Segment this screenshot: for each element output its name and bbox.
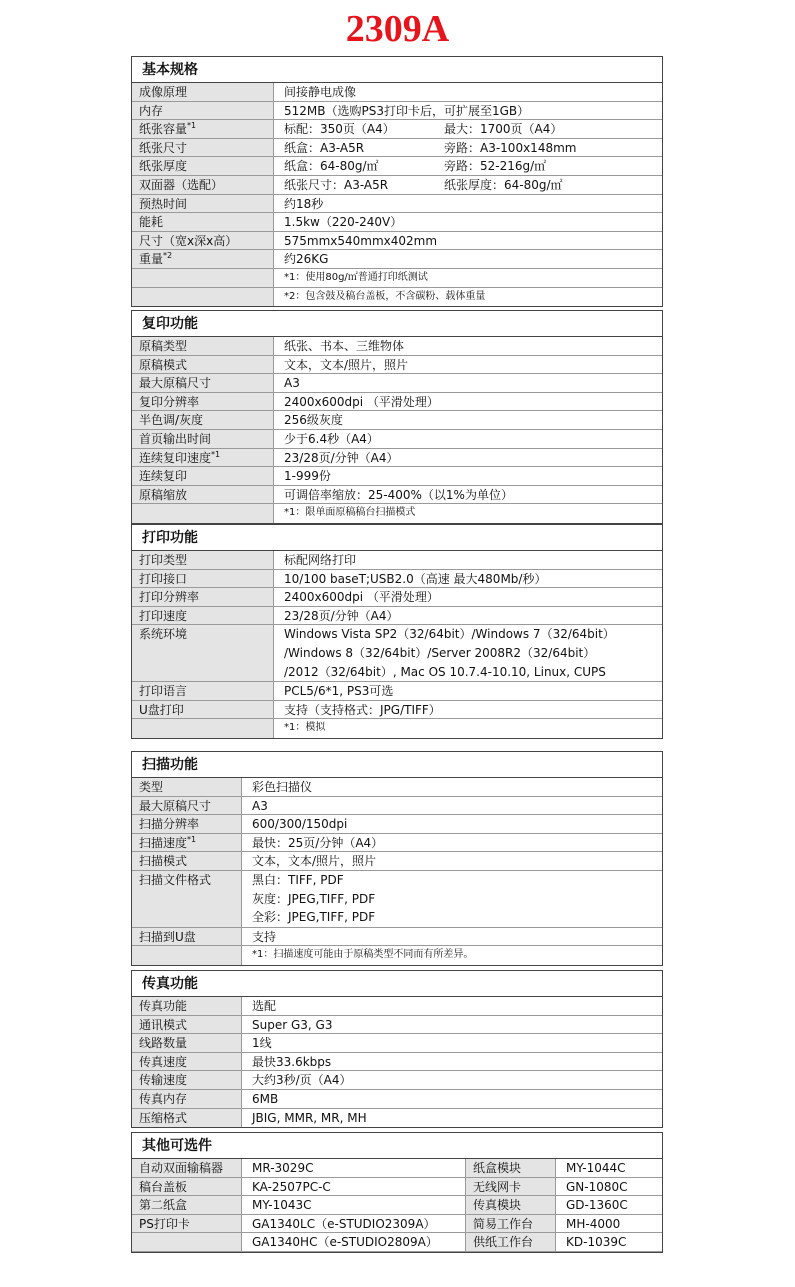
- footnote-marker: *2: [163, 251, 173, 261]
- row-value: PCL5/6*1, PS3可选: [284, 684, 394, 699]
- row-label-text: 纸张厚度: [139, 159, 188, 174]
- row-value: A3: [284, 376, 300, 391]
- row-label-text: 第二纸盒: [139, 1198, 188, 1213]
- row-value-secondary: 最大：1700页（A4）: [444, 122, 563, 137]
- row-label: [466, 1159, 556, 1177]
- row-value: MR-3029C: [252, 1161, 314, 1175]
- row-label: [132, 928, 242, 946]
- row-value: [274, 625, 662, 681]
- table-row: [132, 1016, 662, 1035]
- row-label: [132, 232, 274, 250]
- row-label: [132, 852, 242, 870]
- row-label: [132, 1090, 242, 1108]
- options-table: [131, 1132, 663, 1253]
- footnote-marker: *1: [187, 121, 197, 131]
- row-label-text: 扫描文件格式: [139, 872, 212, 887]
- row-value: KA-2507PC-C: [252, 1179, 331, 1194]
- row-label-text: 纸盒模块: [473, 1161, 522, 1175]
- row-value: MH-4000: [566, 1216, 621, 1231]
- row-label: [132, 213, 274, 231]
- row-label-text: 纸张尺寸: [139, 140, 188, 155]
- table-row: [132, 356, 662, 375]
- table-row: [132, 928, 662, 947]
- row-label: [132, 356, 274, 374]
- row-label-text: 线路数量: [139, 1036, 188, 1051]
- row-label-text: 原稿类型: [139, 339, 188, 353]
- row-value: 512MB（选购PS3打印卡后，可扩展至1GB）: [284, 103, 530, 118]
- row-label: [132, 1034, 242, 1052]
- row-label: [132, 778, 242, 796]
- scan-function-header: 扫描功能: [132, 752, 662, 778]
- row-label-text: 传真内存: [139, 1091, 188, 1106]
- row-label: [466, 1215, 556, 1233]
- row-label-text: 打印速度: [139, 608, 188, 623]
- option-row: [466, 1215, 662, 1234]
- row-value-primary: 纸张尺寸：A3-A5R: [284, 177, 389, 192]
- table-row: [132, 551, 662, 570]
- table-row: [132, 374, 662, 393]
- row-value: GD-1360C: [566, 1198, 628, 1213]
- table-row: [132, 834, 662, 853]
- table-row: [132, 486, 662, 505]
- row-label-text: 最大原稿尺寸: [139, 376, 212, 391]
- table-row: [132, 815, 662, 834]
- footnote-marker: *1: [187, 834, 197, 844]
- row-value: A3: [252, 798, 268, 813]
- footnote-text: *1：模拟: [284, 722, 326, 734]
- row-value: 约26KG: [284, 252, 329, 267]
- option-row: [132, 1233, 465, 1252]
- table-row: [132, 250, 662, 269]
- row-value-line: Windows Vista SP2（32/64bit）/Windows 7（32/64bit）: [284, 627, 615, 642]
- row-label: [466, 1196, 556, 1214]
- row-label-text: 稿台盖板: [139, 1179, 188, 1194]
- table-row: [132, 1071, 662, 1090]
- fax-function-table: [131, 970, 663, 1128]
- table-row: [132, 139, 662, 158]
- row-label: [132, 120, 274, 138]
- row-value: GA1340LC（e-STUDIO2309A）: [252, 1216, 436, 1231]
- table-row: [132, 1090, 662, 1109]
- row-label: [132, 250, 274, 268]
- row-label-text: 供纸工作台: [473, 1235, 534, 1250]
- option-row: [466, 1196, 662, 1215]
- table-row: [132, 1053, 662, 1072]
- row-value: 2400x600dpi （平滑处理）: [284, 590, 439, 605]
- row-value: 支持: [252, 929, 277, 944]
- row-label: [132, 393, 274, 411]
- row-value-line: 全彩：JPEG,TIFF, PDF: [252, 910, 376, 925]
- row-label-text: 压缩格式: [139, 1110, 188, 1125]
- row-label-text: 打印接口: [139, 571, 188, 586]
- row-label-text: 双面器（选配）: [139, 177, 224, 192]
- row-value-line: 灰度：JPEG,TIFF, PDF: [252, 891, 376, 906]
- row-label: [132, 1109, 242, 1128]
- row-label: [132, 682, 274, 700]
- row-value: [274, 176, 662, 194]
- row-value: 彩色扫描仪: [252, 780, 313, 794]
- row-label-text: 系统环境: [139, 627, 188, 642]
- row-label: [132, 1196, 242, 1214]
- row-value: 23/28页/分钟（A4）: [284, 608, 399, 623]
- row-value-secondary: 旁路：52-216g/㎡: [444, 159, 547, 174]
- row-value: [274, 139, 662, 157]
- row-label-text: 传真功能: [139, 999, 188, 1013]
- row-label-text: 传真速度: [139, 1054, 188, 1069]
- table-row: [132, 1109, 662, 1128]
- row-value: 纸张、书本、三维物体: [284, 339, 405, 353]
- row-value: [274, 120, 662, 138]
- table-row: [132, 852, 662, 871]
- basic-specs-table: [131, 56, 663, 307]
- row-label: [132, 176, 274, 194]
- row-value: 1-999份: [284, 469, 331, 484]
- table-row: [132, 337, 662, 356]
- table-row: [132, 997, 662, 1016]
- row-value: MY-1043C: [252, 1198, 312, 1213]
- footnote-text: *1：限单面原稿稿台扫描模式: [284, 507, 416, 519]
- row-label-text: 半色调/灰度: [139, 413, 204, 428]
- row-label-text: 自动双面输稿器: [139, 1161, 224, 1175]
- row-value-line: /2012（32/64bit）, Mac OS 10.7.4-10.10, Linux, CUPS: [284, 664, 606, 679]
- row-label-text: 扫描分辨率: [139, 817, 200, 832]
- row-value: 1线: [252, 1036, 272, 1051]
- row-value: KD-1039C: [566, 1235, 627, 1250]
- print-function-table: [131, 524, 663, 739]
- table-row: [132, 570, 662, 589]
- row-label-text: 连续复印速度: [139, 450, 212, 465]
- row-value-secondary: 纸张厚度：64-80g/㎡: [444, 177, 563, 192]
- options-header: 其他可选件: [132, 1133, 662, 1159]
- row-value: 6MB: [252, 1091, 279, 1106]
- row-value: 文本，文本/照片，照片: [284, 357, 409, 372]
- row-label-text: 成像原理: [139, 85, 188, 99]
- row-value: GA1340HC（e-STUDIO2809A）: [252, 1235, 438, 1250]
- table-row: [132, 176, 662, 195]
- row-label-text: 重量: [139, 252, 164, 267]
- row-label: [132, 1178, 242, 1196]
- row-label: [132, 157, 274, 175]
- row-value: 间接静电成像: [284, 85, 357, 99]
- option-row: [132, 1215, 465, 1234]
- table-row: [132, 83, 662, 102]
- table-row: [132, 411, 662, 430]
- table-row: [132, 778, 662, 797]
- row-value: 可调倍率缩放：25-400%（以1%为单位）: [284, 487, 513, 502]
- row-value: GN-1080C: [566, 1179, 628, 1194]
- row-label: [132, 83, 274, 101]
- table-row: [132, 797, 662, 816]
- row-label: [132, 1233, 242, 1251]
- row-value-primary: 纸盒：64-80g/㎡: [284, 159, 379, 174]
- row-label: [132, 588, 274, 606]
- row-label: [132, 374, 274, 392]
- footnote-row: [132, 719, 662, 738]
- row-label: [132, 449, 274, 467]
- row-label-text: 扫描模式: [139, 854, 188, 869]
- row-value: 10/100 baseT;USB2.0（高速 最大480Mb/秒）: [284, 571, 547, 586]
- row-value: 2400x600dpi （平滑处理）: [284, 394, 439, 409]
- row-label-text: 无线网卡: [473, 1179, 522, 1194]
- table-row: [132, 1034, 662, 1053]
- footnote-row: [132, 288, 662, 307]
- row-label-text: 类型: [139, 780, 164, 794]
- row-label-text: 原稿模式: [139, 357, 188, 372]
- row-value: 最快：25页/分钟（A4）: [252, 835, 384, 850]
- row-label: [132, 997, 242, 1015]
- row-label-text: 首页输出时间: [139, 431, 212, 446]
- row-value: JBIG, MMR, MR, MH: [252, 1110, 367, 1125]
- row-label-text: 纸张容量: [139, 122, 188, 137]
- row-value: 大约3秒/页（A4）: [252, 1073, 352, 1088]
- print-function-header: 打印功能: [132, 525, 662, 551]
- row-value-primary: 纸盒：A3-A5R: [284, 140, 365, 155]
- row-value-primary: 标配：350页（A4）: [284, 122, 395, 137]
- footnote-marker: *1: [211, 449, 221, 459]
- row-value: 23/28页/分钟（A4）: [284, 450, 399, 465]
- page-title: 2309A: [345, 8, 450, 50]
- footnote-row: [132, 269, 662, 288]
- row-value: 约18秒: [284, 196, 324, 211]
- table-row: [132, 588, 662, 607]
- table-row: [132, 682, 662, 701]
- row-label: [466, 1233, 556, 1251]
- table-row: [132, 213, 662, 232]
- row-label: [132, 797, 242, 815]
- row-value: MY-1044C: [566, 1161, 626, 1175]
- row-label: [132, 430, 274, 448]
- row-label: [132, 504, 274, 523]
- row-label: [132, 551, 274, 569]
- row-label: [132, 486, 274, 504]
- row-label: [132, 1215, 242, 1233]
- row-label-text: U盘打印: [139, 702, 184, 717]
- table-row: [132, 430, 662, 449]
- row-value: [242, 871, 662, 927]
- row-value: 最快33.6kbps: [252, 1054, 332, 1069]
- row-label: [466, 1178, 556, 1196]
- row-label-text: 预热时间: [139, 196, 188, 211]
- fax-function-header: 传真功能: [132, 971, 662, 997]
- table-row: [132, 232, 662, 251]
- footnote-row: [132, 946, 662, 965]
- row-label: [132, 337, 274, 355]
- footnote-row: [132, 504, 662, 523]
- row-label-text: 打印语言: [139, 684, 188, 699]
- footnote-text: *2：包含鼓及稿台盖板，不含碳粉、载体重量: [284, 290, 486, 302]
- row-value-line: 黑白：TIFF, PDF: [252, 872, 344, 887]
- row-label: [132, 102, 274, 120]
- row-value-secondary: 旁路：A3-100x148mm: [444, 140, 577, 155]
- table-row: [132, 449, 662, 468]
- row-label: [132, 411, 274, 429]
- scan-function-table: [131, 751, 663, 966]
- row-value: 600/300/150dpi: [252, 817, 348, 832]
- table-row: [132, 607, 662, 626]
- row-label: [132, 1071, 242, 1089]
- table-row: [132, 625, 662, 682]
- row-label-text: 传真模块: [473, 1198, 522, 1213]
- table-row: [132, 467, 662, 486]
- row-label: [132, 1053, 242, 1071]
- row-label-text: 扫描到U盘: [139, 929, 196, 944]
- row-label: [132, 139, 274, 157]
- row-label: [132, 570, 274, 588]
- row-value-line: /Windows 8（32/64bit）/Server 2008R2（32/64bit）: [284, 645, 596, 660]
- row-label: [132, 1159, 242, 1177]
- row-label: [132, 269, 274, 287]
- row-label: [132, 719, 274, 738]
- copy-function-table: [131, 310, 663, 524]
- row-value: Super G3, G3: [252, 1017, 333, 1032]
- row-label: [132, 1016, 242, 1034]
- row-label-text: 扫描速度: [139, 835, 188, 850]
- row-label: [132, 607, 274, 625]
- row-label-text: PS打印卡: [139, 1216, 190, 1231]
- row-label-text: 连续复印: [139, 469, 188, 484]
- table-row: [132, 157, 662, 176]
- row-label-text: 通讯模式: [139, 1017, 188, 1032]
- row-label: [132, 871, 242, 927]
- row-label-text: 尺寸（宽x深x高）: [139, 233, 238, 248]
- row-label-text: 最大原稿尺寸: [139, 798, 212, 813]
- row-value: 575mmx540mmx402mm: [284, 233, 438, 248]
- row-label: [132, 195, 274, 213]
- row-label-text: 原稿缩放: [139, 487, 188, 502]
- option-row: [132, 1159, 465, 1178]
- row-label: [132, 701, 274, 719]
- row-label-text: 打印类型: [139, 553, 188, 567]
- footnote-text: *1：扫描速度可能由于原稿类型不同而有所差异。: [252, 949, 474, 961]
- row-value: 1.5kw（220-240V）: [284, 215, 403, 230]
- row-label: [132, 288, 274, 307]
- row-value: 文本，文本/照片，照片: [252, 854, 377, 869]
- row-value: 少于6.4秒（A4）: [284, 431, 379, 446]
- options-grid: [132, 1159, 662, 1252]
- row-label: [132, 946, 242, 965]
- table-row: [132, 393, 662, 412]
- option-row: [132, 1178, 465, 1197]
- table-row: [132, 120, 662, 139]
- table-row: [132, 102, 662, 121]
- table-row: [132, 701, 662, 720]
- row-label-text: 简易工作台: [473, 1216, 534, 1231]
- basic-specs-header: 基本规格: [132, 57, 662, 83]
- option-row: [132, 1196, 465, 1215]
- table-row: [132, 871, 662, 928]
- row-label: [132, 625, 274, 681]
- row-value: 支持（支持格式：JPG/TIFF）: [284, 702, 441, 717]
- table-row: [132, 195, 662, 214]
- option-row: [466, 1159, 662, 1178]
- row-label-text: 传输速度: [139, 1073, 188, 1088]
- row-label: [132, 467, 274, 485]
- row-label: [132, 834, 242, 852]
- row-label-text: 能耗: [139, 215, 164, 230]
- row-label-text: 打印分辨率: [139, 590, 200, 605]
- option-row: [466, 1233, 662, 1252]
- copy-function-header: 复印功能: [132, 311, 662, 337]
- row-label: [132, 815, 242, 833]
- row-label-text: 复印分辨率: [139, 394, 200, 409]
- row-value: 标配网络打印: [284, 553, 357, 567]
- row-label-text: 内存: [139, 103, 164, 118]
- row-value: 256级灰度: [284, 413, 343, 428]
- row-value: [274, 157, 662, 175]
- row-value: 选配: [252, 999, 277, 1013]
- footnote-text: *1：使用80g/㎡普通打印纸测试: [284, 271, 428, 283]
- option-row: [466, 1178, 662, 1197]
